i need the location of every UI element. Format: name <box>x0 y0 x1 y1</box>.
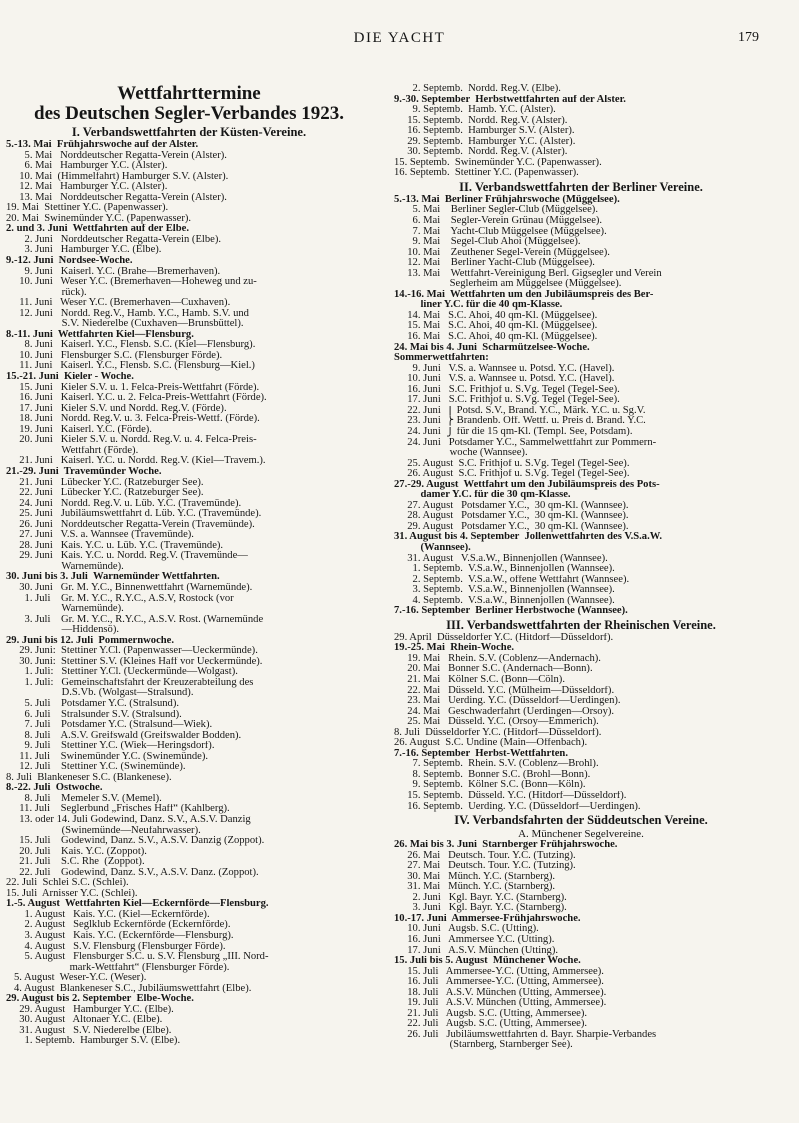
schedule-line: 6. Mai Hamburger Y.C. (Alster). <box>6 161 168 172</box>
schedule-line: 21. Juli Augsb. S.C. (Utting, Ammersee). <box>394 1008 588 1019</box>
schedule-line: (Starnberg, Starnberger See). <box>394 1040 573 1051</box>
event-heading: (Wannsee). <box>394 542 471 553</box>
schedule-line: 27. Mai Deutsch. Tour. Y.C. (Tutzing). <box>394 861 576 872</box>
page-header <box>0 30 799 54</box>
schedule-line: 19. Mai Rhein. S.V. (Coblenz—Andernach). <box>394 653 601 664</box>
right-column <box>394 84 768 1051</box>
article-title: Wettfahrttermine <box>117 83 261 104</box>
schedule-line: 17. Juni S.C. Frithjof u. S.Vg. Tegel (Tegel-See). <box>394 395 620 406</box>
schedule-line: 2. Juni Kgl. Bayr. Y.C. (Starnberg). <box>394 892 567 903</box>
event-heading: Sommerwettfahrten: <box>394 353 489 364</box>
schedule-line: 24. Juni Potsdamer Y.C., Sammelwettfahrt zur Pommern- <box>394 437 657 448</box>
schedule-line: 28. August Potsdamer Y.C., 30 qm-Kl. (Wannsee). <box>394 511 629 522</box>
schedule-line: 16. Juni S.C. Frithjof u. S.Vg. Tegel (Tegel-See). <box>394 384 620 395</box>
schedule-line: 15. Juli Ammersee-Y.C. (Utting, Ammersee). <box>394 966 604 977</box>
schedule-line: 15. Septemb. Düsseld. Y.C. (Hitdorf—Düsseldorf). <box>394 791 627 801</box>
schedule-line: Warnemünde). <box>6 561 124 572</box>
event-heading: 30. Juni bis 3. Juli Warnemünder Wettfahrten. <box>6 572 220 583</box>
event-heading: 10.-17. Juni Ammersee-Frühjahrswoche. <box>394 913 581 924</box>
event-heading: 7.-16. September Herbst-Wettfahrten. <box>394 748 568 759</box>
event-heading: 1.-5. August Wettfahrten Kiel—Eckernförde—Flensburg. <box>6 899 269 910</box>
event-heading: 8.-22. Juli Ostwoche. <box>6 783 103 794</box>
schedule-line: 16. Septemb. Uerding. Y.C. (Düsseldorf—Uerdingen). <box>394 801 641 812</box>
schedule-line: 1. Juli Gr. M. Y.C., R.Y.C., A.S.V, Rostock (vor <box>6 593 234 604</box>
schedule-line: 26. August S.C. Frithjof u. S.Vg. Tegel (Tegel-See). <box>394 469 630 480</box>
schedule-line: 16. Septemb. Hamburger S.V. (Alster). <box>394 126 575 137</box>
schedule-line: 20. Juni Kieler S.V. u. Nordd. Reg.V. u. 4. Felca-Preis- <box>6 435 257 446</box>
schedule-line: 5. Mai Berliner Segler-Club (Müggelsee). <box>394 205 598 216</box>
schedule-line: 7. Septemb. Rhein. S.V. (Coblenz—Brohl). <box>394 759 599 770</box>
schedule-line: 21. Mai Kölner S.C. (Bonn—Cöln). <box>394 674 565 685</box>
schedule-line: 23. Mai Uerding. Y.C. (Düsseldorf—Uerdingen). <box>394 696 621 707</box>
schedule-line: 9. Mai Segel-Club Ahoi (Müggelsee). <box>394 237 581 248</box>
schedule-line: 22. Juli Schlei S.C. (Schlei). <box>6 878 129 889</box>
schedule-line: 1. Juli: Stettiner Y.Cl. (Ueckermünde—Wolgast). <box>6 667 238 678</box>
page-number: 179 <box>738 30 759 45</box>
section-heading: III. Verbandswettfahrten der Rheinischen Vereine. <box>446 617 716 632</box>
schedule-line: 20. Mai Bonner S.C. (Andernach—Bonn). <box>394 664 593 675</box>
schedule-line: 19. Mai Stettiner Y.C. (Papenwasser). <box>6 203 169 214</box>
schedule-line: 15. Juli Arnisser Y.C. (Schlei). <box>6 888 138 899</box>
event-heading: 26. Mai bis 3. Juni Starnberger Frühjahrswoche. <box>394 840 618 851</box>
schedule-line: 8. Septemb. Bonner S.C. (Brohl—Bonn). <box>394 769 591 780</box>
schedule-line: 12. Mai Berliner Yacht-Club (Müggelsee). <box>394 258 595 269</box>
schedule-line: 1. Septemb. Hamburger S.V. (Elbe). <box>6 1036 181 1047</box>
schedule-line: 10. Juni Augsb. S.C. (Utting). <box>394 924 539 935</box>
schedule-line: 26. Juli Jubiläumswettfahrten d. Bayr. Sharpie-Verbandes <box>394 1029 657 1040</box>
event-heading: 9.-30. September Herbstwettfahrten auf der Alster. <box>394 94 626 105</box>
section-heading: IV. Verbandsfahrten der Süddeutschen Vereine. <box>454 813 708 828</box>
schedule-line: 24. Juni ⎭ für die 15 qm-Kl. (Templ. See, Potsdam). <box>394 426 633 437</box>
schedule-line: 4. August S.V. Flensburg (Flensburger Förde). <box>6 941 226 952</box>
schedule-line: 3. Septemb. V.S.a.W., Binnenjollen (Wannsee). <box>394 585 615 596</box>
schedule-line: 15. Septemb. Nordd. Reg.V. (Alster). <box>394 115 568 126</box>
schedule-line: S.V. Niederelbe (Cuxhaven—Brunsbüttel). <box>6 319 244 330</box>
schedule-line: 29. Juni: Stettiner Y.Cl. (Papenwasser—Ueckermünde). <box>6 646 258 657</box>
schedule-line: 15. Mai S.C. Ahoi, 40 qm-Kl. (Müggelsee). <box>394 321 598 332</box>
schedule-line: 31. August S.V. Niederelbe (Elbe). <box>6 1025 172 1036</box>
schedule-line: rück). <box>6 287 87 298</box>
event-heading: 21.-29. Juni Travemünder Woche. <box>6 466 162 477</box>
event-heading: 14.-16. Mai Wettfahrten um den Jubiläumspreis des Ber- <box>394 289 654 300</box>
schedule-line: 15. Juli Godewind, Danz. S.V., A.S.V. Danzig (Zoppot). <box>6 836 265 847</box>
schedule-line: 8. Juli Blankeneser S.C. (Blankenese). <box>6 772 172 783</box>
schedule-line: 22. Juli Godewind, Danz. S.V., A.S.V. Danz. (Zoppot). <box>6 867 259 878</box>
schedule-line: 26. Mai Deutsch. Tour. Y.C. (Tutzing). <box>394 850 576 861</box>
schedule-line: 1. Septemb. V.S.a.W., Binnenjollen (Wannsee). <box>394 564 615 575</box>
schedule-line: 26. August S.C. Undine (Main—Offenbach). <box>394 738 588 749</box>
schedule-line: 16. Mai S.C. Ahoi, 40 qm-Kl. (Müggelsee). <box>394 332 598 343</box>
event-heading: 2. und 3. Juni Wettfahrten auf der Elbe. <box>6 224 189 235</box>
schedule-line: 13. Mai Wettfahrt-Vereinigung Berl. Gigsegler und Verein <box>394 268 662 279</box>
schedule-line: (Swinemünde—Neufahrwasser). <box>6 825 201 836</box>
event-heading: 29. Juni bis 12. Juli Pommernwoche. <box>6 635 175 646</box>
schedule-line: 12. Juni Nordd. Reg.V., Hamb. Y.C., Hamb. S.V. und <box>6 308 249 319</box>
schedule-line: 24. Mai Geschwaderfahrt (Uerdingen—Orsoy). <box>394 706 615 717</box>
schedule-line: 8. Juli Düsseldorfer Y.C. (Hitdorf—Düsseldorf). <box>394 727 602 738</box>
schedule-line: 4. August Blankeneser S.C., Jubiläumswettfahrt (Elbe). <box>6 983 252 994</box>
schedule-line: D.S.Vb. (Wolgast—Stralsund). <box>6 688 194 699</box>
schedule-line: mark-Wettfahrt“ (Flensburger Förde). <box>6 962 230 973</box>
schedule-line: 25. Mai Düsseld. Y.C. (Orsoy—Emmerich). <box>394 717 599 728</box>
schedule-line: 29. April Düsseldorfer Y.C. (Hitdorf—Düsseldorf). <box>394 632 614 643</box>
schedule-line: 3. August Kais. Y.C. (Eckernförde—Flensburg). <box>6 931 234 942</box>
schedule-line: 30. Mai Münch. Y.C. (Starnberg). <box>394 871 556 882</box>
schedule-line: 2. Septemb. V.S.a.W., offene Wettfahrt (Wannsee). <box>394 574 630 585</box>
schedule-line: 16. Septemb. Stettiner Y.C. (Papenwasser). <box>394 168 579 179</box>
schedule-line: 19. Juni Kaiserl. Y.C. (Förde). <box>6 424 152 435</box>
schedule-line: 2. Juni Norddeutscher Regatta-Verein (Elbe). <box>6 234 222 245</box>
schedule-line: 2. August Seglklub Eckernförde (Eckernförde). <box>6 920 231 931</box>
schedule-line: 5. August Flensburger S.C. u. S.V. Flensburg „III. Nord- <box>6 952 269 963</box>
schedule-line: 16. Juli Ammersee-Y.C. (Utting, Ammersee). <box>394 977 604 988</box>
schedule-line: 22. Juni ⎫ Potsd. S.V., Brand. Y.C., Märk. Y.C. u. Sg.V. <box>394 405 646 416</box>
schedule-line: 4. Septemb. V.S.a.W., Binnenjollen (Wannsee). <box>394 595 615 606</box>
schedule-line: 26. Juni Norddeutscher Regatta-Verein (Travemünde). <box>6 519 255 530</box>
schedule-line: 13. Mai Norddeutscher Regatta-Verein (Alster). <box>6 192 227 203</box>
schedule-line: 8. Juli Memeler S.V. (Memel). <box>6 793 162 804</box>
schedule-line: 18. Juli A.S.V. München (Utting, Ammersee). <box>394 987 607 998</box>
schedule-line: 1. Juli: Gemeinschaftsfahrt der Kreuzerabteilung des <box>6 677 254 688</box>
schedule-line: 15. Septemb. Swinemünder Y.C. (Papenwasser). <box>394 157 602 168</box>
schedule-line: 8. Juni Kaiserl. Y.C., Flensb. S.C. (Kiel—Flensburg). <box>6 340 256 351</box>
schedule-line: 1. August Kais. Y.C. (Kiel—Eckernförde). <box>6 909 210 920</box>
event-heading: 9.-12. Juni Nordsee-Woche. <box>6 256 133 267</box>
schedule-line: 11. Juni Kaiserl. Y.C., Flensb. S.C. (Flensburg—Kiel.) <box>6 361 255 372</box>
schedule-line: 3. Juli Gr. M. Y.C., R.Y.C., A.S.V. Rost. (Warnemünde <box>6 614 264 625</box>
schedule-line: Wettfahrt (Förde). <box>6 445 139 456</box>
schedule-line: 3. Juni Hamburger Y.C. (Elbe). <box>6 245 162 256</box>
schedule-line: 14. Mai S.C. Ahoi, 40 qm-Kl. (Müggelsee). <box>394 310 598 321</box>
schedule-line: 7. Mai Yacht-Club Müggelsee (Müggelsee). <box>394 226 607 237</box>
schedule-line: 6. Mai Segler-Verein Grünau (Müggelsee). <box>394 216 603 227</box>
schedule-line: 12. Juli Stettiner Y.C. (Swinemünde). <box>6 762 186 773</box>
schedule-line: 11. Juli Seglerbund „Frisches Haff“ (Kahlberg). <box>6 804 230 815</box>
schedule-line: 21. Juni Lübecker Y.C. (Ratzeburger See). <box>6 477 204 488</box>
section-heading: II. Verbandswettfahrten der Berliner Vereine. <box>459 179 703 194</box>
schedule-line: 27. August Potsdamer Y.C., 30 qm-Kl. (Wannsee). <box>394 500 629 511</box>
event-heading: 15. Juli bis 5. August Münchener Woche. <box>394 956 581 967</box>
schedule-line: 9. Juli Stettiner Y.C. (Wiek—Heringsdorf). <box>6 741 215 752</box>
schedule-line: 30. Septemb. Nordd. Reg.V. (Alster). <box>394 147 568 158</box>
schedule-line: 20. Juli Kais. Y.C. (Zoppot). <box>6 846 147 857</box>
event-heading: damer Y.C. für die 30 qm-Klasse. <box>394 490 571 501</box>
event-heading: 7.-16. September Berliner Herbstwoche (Wannsee). <box>394 606 628 617</box>
schedule-line: 16. Juni Ammersee Y.C. (Utting). <box>394 935 555 946</box>
schedule-line: 28. Juni Kais. Y.C. u. Lüb. Y.C. (Travemünde). <box>6 540 224 551</box>
schedule-line: 30. Juni Gr. M. Y.C., Binnenwettfahrt (Warnemünde). <box>6 582 253 593</box>
schedule-line: Warnemünde). <box>6 604 124 615</box>
schedule-line: Seglerheim am Müggelsee (Müggelsee). <box>394 279 622 290</box>
schedule-line: 29. August Hamburger Y.C. (Elbe). <box>6 1004 174 1015</box>
schedule-line: 22. Juli Augsb. S.C. (Utting, Ammersee). <box>394 1019 588 1030</box>
section-heading: I. Verbandswettfahrten der Küsten-Vereine. <box>71 125 307 139</box>
schedule-line: 13. oder 14. Juli Godewind, Danz. S.V., A.S.V. Danzig <box>6 815 251 825</box>
schedule-line: 21. Juli S.C. Rhe (Zoppot). <box>6 857 145 868</box>
schedule-line: 5. August Weser-Y.C. (Weser). <box>6 973 147 984</box>
schedule-line: 6. Juli Stralsunder S.V. (Stralsund). <box>6 709 182 720</box>
event-heading: 5.-13. Mai Berliner Frühjahrswoche (Müggelsee). <box>394 194 620 205</box>
schedule-line: 23. Juni ⎬ Brandenb. Öff. Wettf. u. Preis d. Brand. Y.C. <box>394 416 646 427</box>
schedule-line: 5. Juli Potsdamer Y.C. (Stralsund). <box>6 698 180 709</box>
schedule-line: —Hiddensö). <box>6 625 119 636</box>
schedule-line: 10. Juni V.S. a. Wannsee u. Potsd. Y.C. (Havel). <box>394 374 615 385</box>
schedule-line: 3. Juni Kgl. Bayr. Y.C. (Starnberg). <box>394 903 567 914</box>
schedule-line: 11. Juli Swinemünder Y.C. (Swinemünde). <box>6 751 209 762</box>
schedule-line: 9. Juni V.S. a. Wannsee u. Potsd. Y.C. (Havel). <box>394 363 615 374</box>
event-heading: 19.-25. Mai Rhein-Woche. <box>394 643 515 654</box>
schedule-line: 15. Juni Kieler S.V. u. 1. Felca-Preis-Wettfahrt (Förde). <box>6 382 260 393</box>
left-column <box>6 84 372 1047</box>
schedule-line: 12. Mai Hamburger Y.C. (Alster). <box>6 182 168 193</box>
event-heading: 31. August bis 4. September Jollenwettfahrten des V.S.a.W. <box>394 532 663 543</box>
event-heading: 27.-29. August Wettfahrt um den Jubiläumspreis des Pots- <box>394 479 660 490</box>
event-heading: 29. August bis 2. September Elbe-Woche. <box>6 994 194 1005</box>
article-subtitle: des Deutschen Segler-Verbandes 1923. <box>34 103 344 124</box>
schedule-line: 22. Juni Lübecker Y.C. (Ratzeburger See). <box>6 488 204 499</box>
schedule-line: woche (Wannsee). <box>394 448 528 459</box>
schedule-line: 29. August Potsdamer Y.C., 30 qm-Kl. (Wannsee). <box>394 521 629 532</box>
schedule-line: 30. August Altonaer Y.C. (Elbe). <box>6 1015 163 1026</box>
schedule-line: 9. Septemb. Hamb. Y.C. (Alster). <box>394 105 556 116</box>
schedule-line: 25. Juni Jubiläumswettfahrt d. Lüb. Y.C. (Travemünde). <box>6 509 262 520</box>
schedule-line: 8. Juli A.S.V. Greifswald (Greifswalder Bodden). <box>6 730 242 741</box>
subsection-heading: A. Münchener Segelvereine. <box>518 828 644 841</box>
schedule-line: 22. Mai Düsseld. Y.C. (Mülheim—Düsseldorf). <box>394 685 615 696</box>
schedule-line: 18. Juni Nordd. Reg.V. u. 3. Felca-Preis-Wettf. (Förde). <box>6 414 260 425</box>
schedule-line: 9. Juni Kaiserl. Y.C. (Brahe—Bremerhaven). <box>6 266 221 277</box>
schedule-line: 10. Juni Flensburger S.C. (Flensburger Förde). <box>6 350 223 361</box>
schedule-line: 30. Juni: Stettiner S.V. (Kleines Haff vor Ueckermünde). <box>6 656 263 667</box>
schedule-line: 24. Juni Nordd. Reg.V. u. Lüb. Y.C. (Travemünde). <box>6 498 242 509</box>
schedule-line: 16. Juni Kaiserl. Y.C. u. 2. Felca-Preis-Wettfahrt (Förde). <box>6 393 267 404</box>
schedule-line: 11. Juni Weser Y.C. (Bremerhaven—Cuxhaven). <box>6 298 231 309</box>
schedule-line: 31. August V.S.a.W., Binnenjollen (Wannsee). <box>394 553 608 564</box>
schedule-line: 10. Mai Zeuthener Segel-Verein (Müggelsee). <box>394 247 610 258</box>
event-heading: 5.-13. Mai Frühjahrswoche auf der Alster. <box>6 140 199 150</box>
schedule-line: 7. Juli Potsdamer Y.C. (Stralsund—Wiek). <box>6 720 213 731</box>
schedule-line: 5. Mai Norddeutscher Regatta-Verein (Alster). <box>6 150 227 161</box>
schedule-line: 9. Septemb. Kölner S.C. (Bonn—Köln). <box>394 780 586 791</box>
event-heading: 15.-21. Juni Kieler - Woche. <box>6 372 134 383</box>
schedule-line: 31. Mai Münch. Y.C. (Starnberg). <box>394 882 556 893</box>
schedule-line: 10. Mai (Himmelfahrt) Hamburger S.V. (Alster). <box>6 171 229 182</box>
schedule-line: 29. Juni Kais. Y.C. u. Nordd. Reg.V. (Travemünde— <box>6 551 248 562</box>
schedule-line: 10. Juni Weser Y.C. (Bremerhaven—Hoheweg und zu- <box>6 277 257 288</box>
schedule-line: 2. Septemb. Nordd. Reg.V. (Elbe). <box>394 84 561 94</box>
schedule-line: 20. Mai Swinemünder Y.C. (Papenwasser). <box>6 213 192 224</box>
schedule-line: 17. Juni A.S.V. München (Utting). <box>394 945 559 956</box>
schedule-line: 21. Juni Kaiserl. Y.C. u. Nordd. Reg.V. (Kiel—Travem.). <box>6 456 266 467</box>
schedule-line: 19. Juli A.S.V. München (Utting, Ammersee). <box>394 998 607 1009</box>
schedule-line: 25. August S.C. Frithjof u. S.Vg. Tegel (Tegel-See). <box>394 458 630 469</box>
event-heading: liner Y.C. für die 40 qm-Klasse. <box>394 300 563 311</box>
schedule-line: 29. Septemb. Hamburger Y.C. (Alster). <box>394 136 576 147</box>
event-heading: 24. Mai bis 4. Juni Scharmützelsee-Woche. <box>394 342 590 353</box>
event-heading: 8.-11. Juni Wettfahrten Kiel—Flensburg. <box>6 329 194 340</box>
running-title: DIE YACHT <box>353 30 446 46</box>
schedule-line: 27. Juni V.S. a. Wannsee (Travemünde). <box>6 530 194 541</box>
schedule-line: 17. Juni Kieler S.V. und Nordd. Reg.V. (Förde). <box>6 403 227 414</box>
